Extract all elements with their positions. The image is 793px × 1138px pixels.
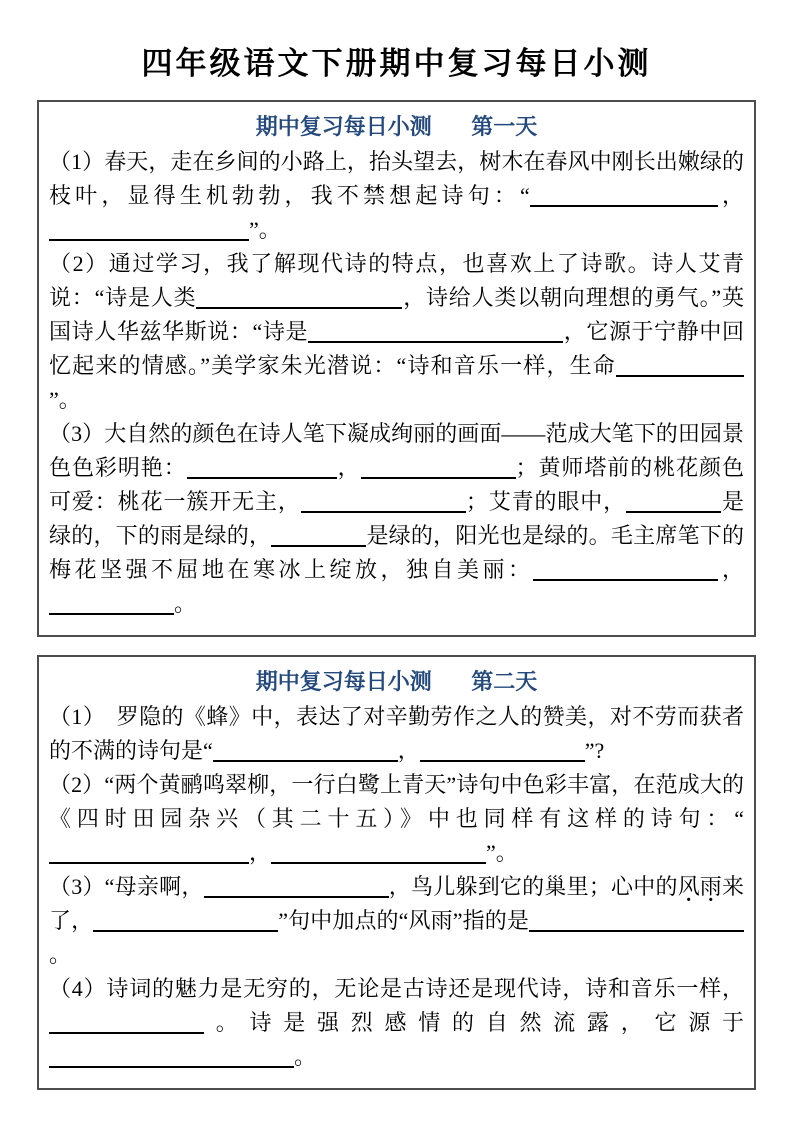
- answer-blank[interactable]: [49, 840, 249, 864]
- question-text: 。诗是强烈感情的自然流露，它源于: [204, 1010, 744, 1036]
- question-1-2: [49, 247, 744, 417]
- question-2-2: [49, 768, 744, 870]
- page-title: 四年级语文下册期中复习每日小测: [141, 46, 652, 81]
- question-text: （1）春天，走在乡间的小路上，抬头望去，树木在春风中刚长出嫩绿的枝叶，显得生机勃勃，我不禁想起诗句：“: [49, 149, 744, 209]
- answer-blank[interactable]: [361, 455, 516, 479]
- question-text: （1） 罗隐的《蜂》中，表达了对辛勤劳作之人的赞美，对不劳而获者的不满的诗句是“: [49, 704, 744, 764]
- question-1-1: [49, 145, 744, 247]
- section-heading: [49, 664, 744, 700]
- question-text: 。: [294, 1044, 317, 1070]
- question-text: ，: [397, 738, 420, 764]
- question-text: （3）大自然的颜色在诗人笔下凝成绚丽的画面——范成大笔下的田园景色色彩明艳：: [49, 421, 744, 481]
- question-2-3: [49, 870, 744, 972]
- question-text: 来了，: [49, 874, 744, 934]
- answer-blank[interactable]: [196, 285, 402, 309]
- answer-blank[interactable]: [533, 557, 718, 581]
- question-text: ，: [249, 840, 272, 866]
- section-heading-day: 第一天: [471, 114, 538, 140]
- answer-blank[interactable]: [213, 738, 398, 762]
- question-text: 。: [174, 591, 197, 617]
- question-text: ；艾青的眼中，: [465, 489, 627, 515]
- question-text: ，: [336, 455, 361, 481]
- question-text: ”。: [49, 387, 81, 413]
- question-text: 是绿的，阳光也是绿的。毛主席笔下的梅花坚强不屈地在寒冰上绽放，独自美丽：: [49, 523, 744, 583]
- question-text: 是绿的，下的雨是绿的，: [49, 489, 744, 549]
- section-heading-day: 第二天: [471, 669, 538, 695]
- answer-blank[interactable]: [301, 489, 466, 513]
- question-text: ，: [717, 183, 744, 209]
- answer-blank[interactable]: [626, 489, 721, 513]
- question-text: ”句中加点的“风雨”指的是: [278, 908, 529, 934]
- question-2-1: [49, 700, 744, 768]
- question-text: ；黄师塔前的桃花颜色可爱：桃花一簇开无主，: [49, 455, 744, 515]
- question-text: ”。: [486, 840, 518, 866]
- section-heading: [49, 109, 744, 145]
- answer-blank[interactable]: [420, 738, 585, 762]
- answer-blank[interactable]: [271, 840, 486, 864]
- day-box-2: [37, 655, 756, 1090]
- question-text: （4）诗词的魅力是无穷的，无论是古诗还是现代诗，诗和音乐一样，: [49, 976, 744, 1002]
- answer-blank[interactable]: [49, 1044, 294, 1068]
- answer-blank[interactable]: [308, 319, 563, 343]
- question-text: （2）通过学习，我了解现代诗的特点，也喜欢上了诗歌。诗人艾青说：“诗是人类: [49, 251, 744, 311]
- question-text: ，诗给人类以朝向理想的勇气。”英国诗人华兹华斯说：“诗是: [49, 285, 744, 345]
- section-heading-title: 期中复习每日小测: [255, 669, 432, 695]
- question-text: ，它源于宁静中回忆起来的情感。”美学家朱光潜说：“诗和音乐一样，生命: [49, 319, 744, 379]
- question-text: ，: [718, 557, 744, 583]
- question-1-3: [49, 417, 744, 621]
- answer-blank[interactable]: [187, 455, 337, 479]
- question-2-4: [49, 972, 744, 1074]
- question-text: （3）“母亲啊，: [49, 874, 204, 900]
- section-heading-title: 期中复习每日小测: [255, 114, 432, 140]
- day-box-1: [37, 100, 756, 637]
- answer-blank[interactable]: [49, 217, 249, 241]
- answer-blank[interactable]: [204, 874, 389, 898]
- answer-blank[interactable]: [93, 908, 278, 932]
- question-text: ，鸟儿躲到它的巢里；心中的: [388, 874, 678, 900]
- answer-blank[interactable]: [271, 523, 366, 547]
- sections-container: [37, 100, 756, 1090]
- question-text: ”。: [249, 217, 281, 243]
- emphasized-text: 风雨: [677, 874, 722, 900]
- answer-blank[interactable]: [530, 183, 718, 207]
- answer-blank[interactable]: [616, 353, 744, 377]
- answer-blank[interactable]: [49, 591, 174, 615]
- question-text: （2）“两个黄鹂鸣翠柳，一行白鹭上青天”诗句中色彩丰富，在范成大的《四时田园杂兴（其二十五）》中也同样有这样的诗句：“: [49, 772, 744, 832]
- question-text: 。: [49, 942, 72, 968]
- answer-blank[interactable]: [49, 1010, 204, 1034]
- question-text: ”?: [584, 738, 605, 764]
